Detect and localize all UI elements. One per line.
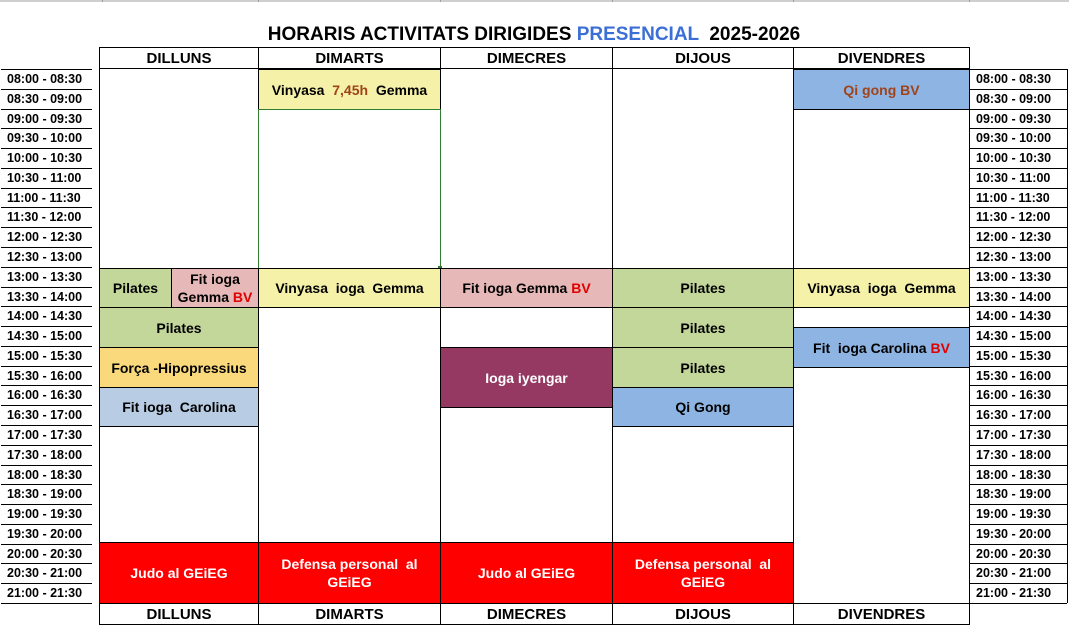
time-slot-label: 20:30 - 21:00: [970, 564, 1067, 584]
time-slot-label: 19:30 - 20:00: [1, 525, 92, 545]
activity-pilates: [612, 307, 794, 348]
time-slot-label: 13:30 - 14:00: [1, 288, 92, 308]
time-slot-label: 11:30 - 12:00: [1, 208, 92, 228]
bv-label: BV: [900, 81, 920, 98]
time-slot-label: 10:00 - 10:30: [1, 149, 92, 169]
day-footer-wednesday: DIMECRES: [440, 603, 613, 625]
time-slot-label: 09:00 - 09:30: [970, 110, 1067, 130]
page-title: [99, 24, 969, 46]
activity-label: GEiEG: [327, 574, 372, 590]
day-footer-tuesday: DIMARTS: [258, 603, 441, 625]
time-slot-label: 11:00 - 11:30: [970, 189, 1067, 209]
time-slot-label: 13:00 - 13:30: [1, 268, 92, 288]
activity-label: Ioga iyengar: [485, 369, 568, 386]
time-slot-label: 18:00 - 18:30: [1, 466, 92, 486]
day-header-tuesday: DIMARTS: [258, 47, 441, 69]
time-slot-label: 17:00 - 17:30: [1, 426, 92, 446]
time-slot-label: 10:00 - 10:30: [970, 149, 1067, 169]
time-slot-label: 12:30 - 13:00: [970, 248, 1067, 268]
activity-vinyasa-morning: [258, 69, 441, 110]
time-slot-label: 18:30 - 19:00: [1, 485, 92, 505]
time-slot-label: 09:00 - 09:30: [1, 110, 92, 130]
activity-label: Fit ioga Carolina: [813, 339, 931, 356]
activity-qi-gong-bv: [793, 69, 970, 110]
time-slot-label: 10:30 - 11:00: [1, 169, 92, 189]
time-slot-label: 16:00 - 16:30: [1, 386, 92, 406]
title-highlight: PRESENCIAL: [576, 24, 699, 45]
day-header-thursday: DIJOUS: [612, 47, 794, 69]
time-slot-label: 15:30 - 16:00: [1, 367, 92, 387]
day-header-monday: DILLUNS: [99, 47, 259, 69]
activity-pilates: [612, 347, 794, 388]
activity-label: Judo al GEiEG: [477, 565, 576, 581]
day-footer-thursday: DIJOUS: [612, 603, 794, 625]
time-slot-label: 08:00 - 08:30: [1, 70, 92, 90]
time-slot-label: 09:30 - 10:00: [1, 129, 92, 149]
activity-label: Pilates: [680, 359, 726, 376]
activity-fit-ioga-carolina-bv: [793, 327, 970, 368]
time-slot-label: 16:30 - 17:00: [1, 406, 92, 426]
activity-label: Fit ioga Gemma: [462, 280, 572, 296]
bv-label: BV: [232, 289, 253, 305]
time-slot-label: 14:00 - 14:30: [1, 307, 92, 327]
activity-label: Defensa personal al: [281, 556, 418, 572]
time-column-left: [1, 69, 92, 603]
time-slot-label: 17:30 - 18:00: [970, 446, 1067, 466]
time-slot-label: 11:30 - 12:00: [970, 208, 1067, 228]
activity-label: Força -Hipopressius: [111, 359, 247, 376]
bv-label: BV: [571, 280, 591, 296]
activity-fit-ioga-gemma: [440, 268, 613, 308]
time-slot-label: 15:30 - 16:00: [970, 367, 1067, 387]
activity-label: Defensa personal al: [634, 556, 772, 572]
activity-defensa-personal: [258, 542, 441, 604]
activity-judo-geieg: [440, 542, 613, 604]
time-slot-label: 19:30 - 20:00: [970, 525, 1067, 545]
activity-pilates: [612, 268, 794, 308]
title-suffix: 2025-2026: [698, 24, 801, 45]
activity-pilates: [99, 307, 259, 348]
time-slot-label: 12:00 - 12:30: [1, 228, 92, 248]
time-slot-label: 21:00 - 21:30: [970, 584, 1067, 604]
time-slot-label: 14:30 - 15:00: [970, 327, 1067, 347]
day-header-wednesday: DIMECRES: [440, 47, 613, 69]
activity-pilates: [99, 268, 172, 308]
time-slot-label: 18:00 - 18:30: [970, 466, 1067, 486]
time-slot-label: 21:00 - 21:30: [1, 584, 92, 604]
time-slot-label: 13:30 - 14:00: [970, 288, 1067, 308]
day-header-friday: DIVENDRES: [793, 47, 970, 69]
day-footer-monday: DILLUNS: [99, 603, 259, 625]
activity-label: Judo al GEiEG: [130, 565, 228, 581]
time-slot-label: 08:00 - 08:30: [970, 70, 1067, 90]
activity-vinyasa-ioga: [793, 268, 970, 308]
time-slot-label: 12:00 - 12:30: [970, 228, 1067, 248]
activity-label: Vinyasa: [271, 81, 333, 98]
activity-label: Gemma: [368, 81, 428, 98]
title-prefix: HORARIS ACTIVITATS DIRIGIDES: [267, 24, 577, 45]
activity-label: GEiEG: [680, 574, 726, 590]
activity-fit-ioga-carolina: [99, 387, 259, 427]
time-slot-label: 20:30 - 21:00: [1, 564, 92, 584]
time-column-right: [969, 69, 1068, 603]
time-slot-label: 16:30 - 17:00: [970, 406, 1067, 426]
cell-selection-outline: [258, 109, 441, 269]
time-slot-label: 13:00 - 13:30: [970, 268, 1067, 288]
activity-label: Fit ioga Carolina: [122, 399, 236, 415]
time-slot-label: 09:30 - 10:00: [970, 129, 1067, 149]
time-slot-label: 08:30 - 09:00: [1, 90, 92, 110]
time-slot-label: 19:00 - 19:30: [970, 505, 1067, 525]
time-slot-label: 10:30 - 11:00: [970, 169, 1067, 189]
activity-label: Vinyasa ioga Gemma: [807, 280, 956, 296]
day-column-wednesday: [440, 69, 613, 603]
activity-label: Pilates: [680, 319, 726, 336]
time-slot-label: 19:00 - 19:30: [1, 505, 92, 525]
activity-label: Pilates: [680, 280, 726, 296]
time-slot-label: 17:30 - 18:00: [1, 446, 92, 466]
time-slot-label: 20:00 - 20:30: [970, 545, 1067, 565]
activity-defensa-personal: [612, 542, 794, 604]
day-footer-friday: DIVENDRES: [793, 603, 970, 625]
activity-qi-gong: [612, 387, 794, 427]
time-slot-label: 15:00 - 15:30: [970, 347, 1067, 367]
time-slot-label: 12:30 - 13:00: [1, 248, 92, 268]
time-slot-label: 14:30 - 15:00: [1, 327, 92, 347]
time-slot-label: 18:30 - 19:00: [970, 485, 1067, 505]
activity-label: Pilates: [112, 280, 159, 296]
activity-label: Vinyasa ioga Gemma: [275, 280, 424, 296]
activity-label: Qi gong: [843, 81, 901, 98]
time-slot-label: 17:00 - 17:30: [970, 426, 1067, 446]
time-slot-label: 15:00 - 15:30: [1, 347, 92, 367]
activity-ioga-iyengar: [440, 347, 613, 408]
activity-judo-geieg: [99, 542, 259, 604]
time-slot-label: 11:00 - 11:30: [1, 189, 92, 209]
time-slot-label: 14:00 - 14:30: [970, 307, 1067, 327]
bv-label: BV: [930, 339, 950, 356]
spreadsheet-top-strip: [0, 0, 1069, 2]
activity-label: Gemma: [177, 289, 233, 305]
activity-time-label: 7,45h: [332, 81, 369, 98]
time-slot-label: 16:00 - 16:30: [970, 386, 1067, 406]
activity-vinyasa-ioga: [258, 268, 441, 308]
time-slot-label: 08:30 - 09:00: [970, 90, 1067, 110]
time-slot-label: 20:00 - 20:30: [1, 545, 92, 565]
activity-label: Qi Gong: [675, 399, 731, 415]
activity-label: Pilates: [156, 319, 202, 336]
activity-forca-hipopressius: [99, 347, 259, 388]
activity-label: Fit ioga: [190, 271, 240, 287]
activity-fit-ioga-gemma: [171, 268, 259, 308]
